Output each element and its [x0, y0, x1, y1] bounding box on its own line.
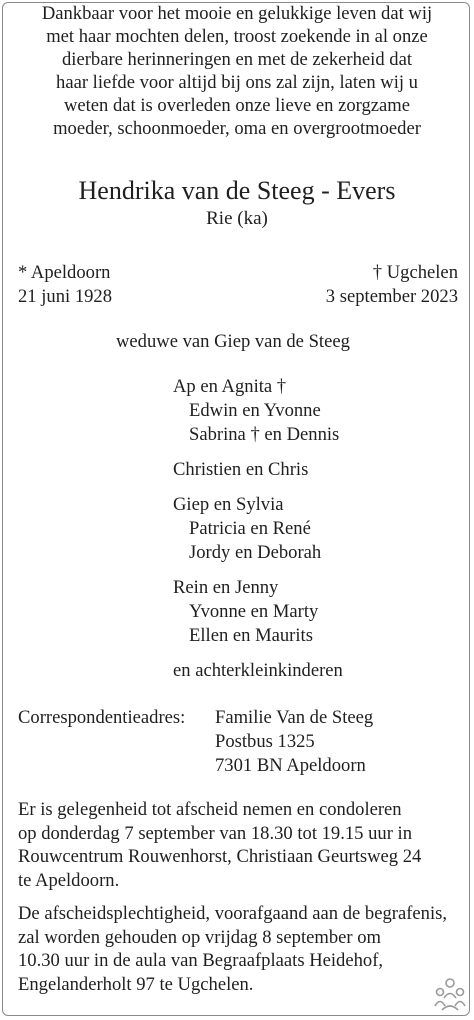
family-line: Jordy en Deborah	[189, 542, 322, 563]
intro-line: moeder, schoonmoeder, oma en overgrootmoeder	[53, 118, 421, 139]
family-line: Ellen en Maurits	[189, 625, 313, 646]
ceremony-line: 10.30 uur in de aula van Begraafplaats Heidehof,	[18, 950, 384, 971]
family-group	[173, 493, 343, 565]
birth-date: 21 juni 1928	[18, 286, 113, 307]
family-group	[173, 576, 343, 648]
farewell-paragraph	[18, 798, 458, 892]
family-group	[173, 458, 343, 482]
birth-place: * Apeldoorn	[18, 262, 111, 283]
family-line: Yvonne en Marty	[189, 601, 319, 622]
family-group	[173, 659, 343, 683]
family-list	[173, 375, 343, 694]
deceased-name: Hendrika van de Steeg - Evers	[78, 176, 396, 205]
correspondence-line: 7301 BN Apeldoorn	[215, 755, 366, 776]
death-date: 3 september 2023	[325, 286, 458, 307]
family-line: Christien en Chris	[173, 459, 309, 480]
death-place: † Ugchelen	[372, 262, 458, 283]
family-line: Rein en Jenny	[173, 577, 279, 598]
family-line: Ap en Agnita †	[173, 376, 287, 397]
intro-line: met haar mochten delen, troost zoekende in al onze	[46, 26, 428, 47]
intro-line: dierbare herinneringen en met de zekerheid dat	[61, 49, 412, 70]
correspondence-line: Familie Van de Steeg	[215, 707, 374, 728]
ceremony-line: Engelanderholt 97 te Ugchelen.	[18, 973, 254, 995]
intro-line: haar liefde voor altijd bij ons zal zijn, laten wij u	[56, 72, 418, 93]
ceremony-line: zal worden gehouden op vrijdag 8 september om	[18, 926, 381, 948]
ceremony-paragraph	[18, 902, 458, 996]
farewell-line: te Apeldoorn.	[18, 869, 120, 891]
intro-line: Dankbaar voor het mooie en gelukkige leven dat wij	[41, 3, 433, 24]
correspondence-line: Postbus 1325	[215, 731, 315, 752]
farewell-line: Rouwcentrum Rouwenhorst, Christiaan Geurtsweg 24	[18, 846, 422, 867]
intro-text	[0, 2, 474, 140]
family-line: Giep en Sylvia	[173, 494, 284, 515]
widow-line: weduwe van Giep van de Steeg	[116, 331, 350, 352]
family-group	[173, 375, 343, 447]
family-line: Sabrina † en Dennis	[189, 424, 340, 445]
farewell-line: op donderdag 7 september van 18.30 tot 19.15 uur in	[18, 822, 413, 844]
ceremony-line: De afscheidsplechtigheid, voorafgaand aan de begrafenis,	[18, 903, 448, 924]
people-group-icon	[432, 976, 468, 1012]
farewell-line: Er is gelegenheid tot afscheid nemen en condoleren	[18, 799, 402, 820]
correspondence-label: Correspondentieadres:	[18, 707, 186, 728]
family-line: en achterkleinkinderen	[173, 660, 343, 681]
deceased-nickname: Rie (ka)	[206, 208, 268, 229]
family-line: Edwin en Yvonne	[189, 400, 321, 421]
intro-line: weten dat is overleden onze lieve en zorgzame	[63, 95, 411, 116]
family-line: Patricia en René	[189, 518, 311, 539]
